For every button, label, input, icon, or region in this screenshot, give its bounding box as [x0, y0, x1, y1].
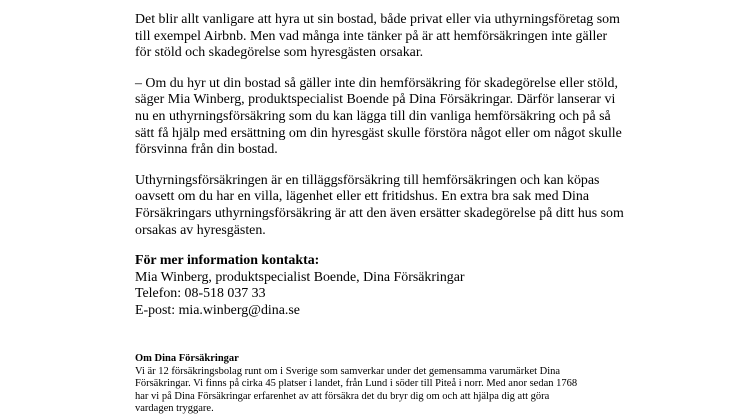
text-line: orsakas av hyresgästen.: [135, 222, 266, 238]
press-release-body: [135, 12, 675, 320]
text-line: för stöld och skadegörelse som hyresgästen orsakar.: [135, 45, 424, 61]
contact-name: Mia Winberg, produktspecialist Boende, Dina Försäkringar: [135, 269, 465, 285]
text-line: till exempel Airbnb. Men vad många inte tänker på är att hemförsäkringen inte gäller: [135, 28, 608, 44]
text-line: – Om du hyr ut din bostad så gäller inte din hemförsäkring för skadegörelse eller stöld,: [135, 75, 618, 91]
paragraph-quote: [135, 76, 675, 159]
about-section: [135, 353, 695, 416]
about-heading: Om Dina Försäkringar: [135, 353, 239, 364]
contact-phone: Telefon: 08-518 037 33: [135, 286, 266, 302]
about-text-line: Försäkringar. Vi finns på cirka 45 platser i landet, från Lund i söder till Piteå i norr. Med anor sedan 1768: [135, 378, 578, 390]
text-line: Försäkringars uthyrningsförsäkring är att den även ersätter skadegörelse på ditt hus som: [135, 205, 624, 221]
contact-heading: För mer information kontakta:: [135, 253, 320, 269]
text-line: nu en uthyrningsförsäkring som du kan lägga till din vanliga hemförsäkring och på så: [135, 108, 611, 124]
text-line: Uthyrningsförsäkringen är en tilläggsförsäkring till hemförsäkringen och kan köpas: [135, 172, 600, 188]
text-line: försvinna från din bostad.: [135, 142, 278, 158]
text-line: säger Mia Winberg, produktspecialist Boende på Dina Försäkringar. Därför lanserar vi: [135, 92, 616, 108]
paragraph-details: [135, 173, 675, 239]
paragraph-intro: [135, 12, 675, 62]
about-text-line: Vi är 12 försäkringsbolag runt om i Sverige som samverkar under det gemensamma varumärket Dina: [135, 365, 561, 377]
text-line: oavsett om du har en villa, lägenhet eller ett fritidshus. En extra bra sak med Dina: [135, 189, 590, 205]
text-line: sätt få hjälp med ersättning om din hyresgäst skulle förstöra något eller om något skulle: [135, 125, 622, 141]
about-text-line: vardagen tryggare.: [135, 403, 214, 415]
contact-email: E-post: mia.winberg@dina.se: [135, 302, 300, 318]
about-text-line: har vi på Dina Försäkringar erfarenhet av att försäkra det du bryr dig om och att hjälpa dig att göra: [135, 390, 550, 402]
contact-block: [135, 253, 675, 319]
text-line: Det blir allt vanligare att hyra ut sin bostad, både privat eller via uthyrningsföretag som: [135, 12, 620, 27]
